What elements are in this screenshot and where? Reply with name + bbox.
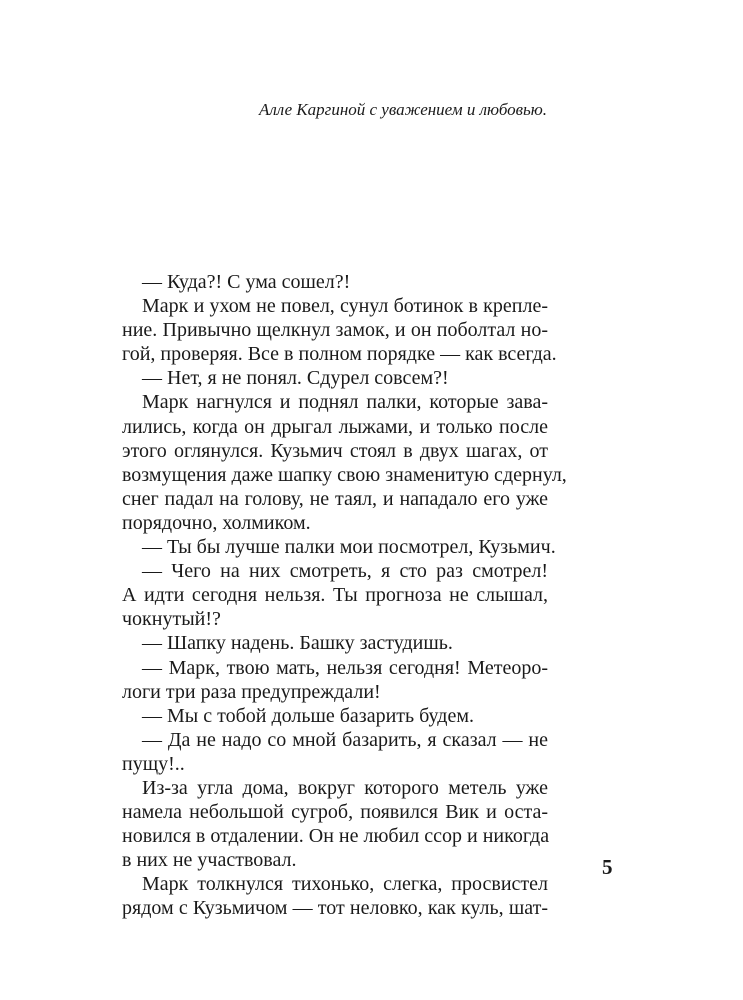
text-line: лились, когда он дрыгал лыжами, и только после xyxy=(122,415,548,438)
text-line: — Ты бы лучше палки мои посмотрел, Кузьмич. xyxy=(142,536,556,559)
body-text xyxy=(122,270,567,921)
text-line: Марк и ухом не повел, сунул ботинок в крепле- xyxy=(142,295,548,318)
text-line: — Куда?! С ума сошел?! xyxy=(142,271,351,293)
text-line: — Нет, я не понял. Сдурел совсем?! xyxy=(142,367,449,390)
text-line: логи три раза предупреждали! xyxy=(122,680,381,703)
text-line: чокнутый!? xyxy=(122,608,221,631)
text-line: возмущения даже шапку свою знаменитую сдернул, xyxy=(122,463,567,486)
text-line: намела небольшой сугроб, появился Вик и оста- xyxy=(122,801,548,824)
text-line: — Мы с тобой дольше базарить будем. xyxy=(142,704,475,727)
text-line: новился в отдалении. Он не любил ссор и никогда xyxy=(122,825,550,848)
text-line: в них не участвовал. xyxy=(122,849,297,872)
page-number: 5 xyxy=(602,855,613,879)
text-line: — Шапку надень. Башку застудишь. xyxy=(142,632,453,655)
text-line: снег падал на голову, не таял, и нападало его уже xyxy=(122,487,548,510)
text-line: этого оглянулся. Кузьмич стоял в двух шагах, от xyxy=(122,439,548,462)
text-line: — Чего на них смотреть, я сто раз смотрел! xyxy=(142,560,548,583)
text-line: Марк толкнулся тихонько, слегка, просвистел xyxy=(142,873,548,896)
text-line: пущу!.. xyxy=(122,752,185,775)
text-line: — Марк, твою мать, нельзя сегодня! Метеоро- xyxy=(142,656,548,679)
text-line: ние. Привычно щелкнул замок, и он поболтал но- xyxy=(122,319,548,342)
text-line: — Да не надо со мной базарить, я сказал — не xyxy=(142,728,548,751)
text-line: А идти сегодня нельзя. Ты прогноза не слышал, xyxy=(122,584,548,607)
text-line: гой, проверяя. Все в полном порядке — как всегда. xyxy=(122,343,557,366)
text-line: Марк нагнулся и поднял палки, которые зава- xyxy=(142,391,548,414)
epigraph: Алле Каргиной с уважением и любовью. xyxy=(258,100,547,119)
text-line: Из-за угла дома, вокруг которого метель уже xyxy=(142,776,548,799)
text-line: порядочно, холмиком. xyxy=(122,511,311,534)
text-line: рядом с Кузьмичом — тот неловко, как куль, шат- xyxy=(122,897,548,920)
